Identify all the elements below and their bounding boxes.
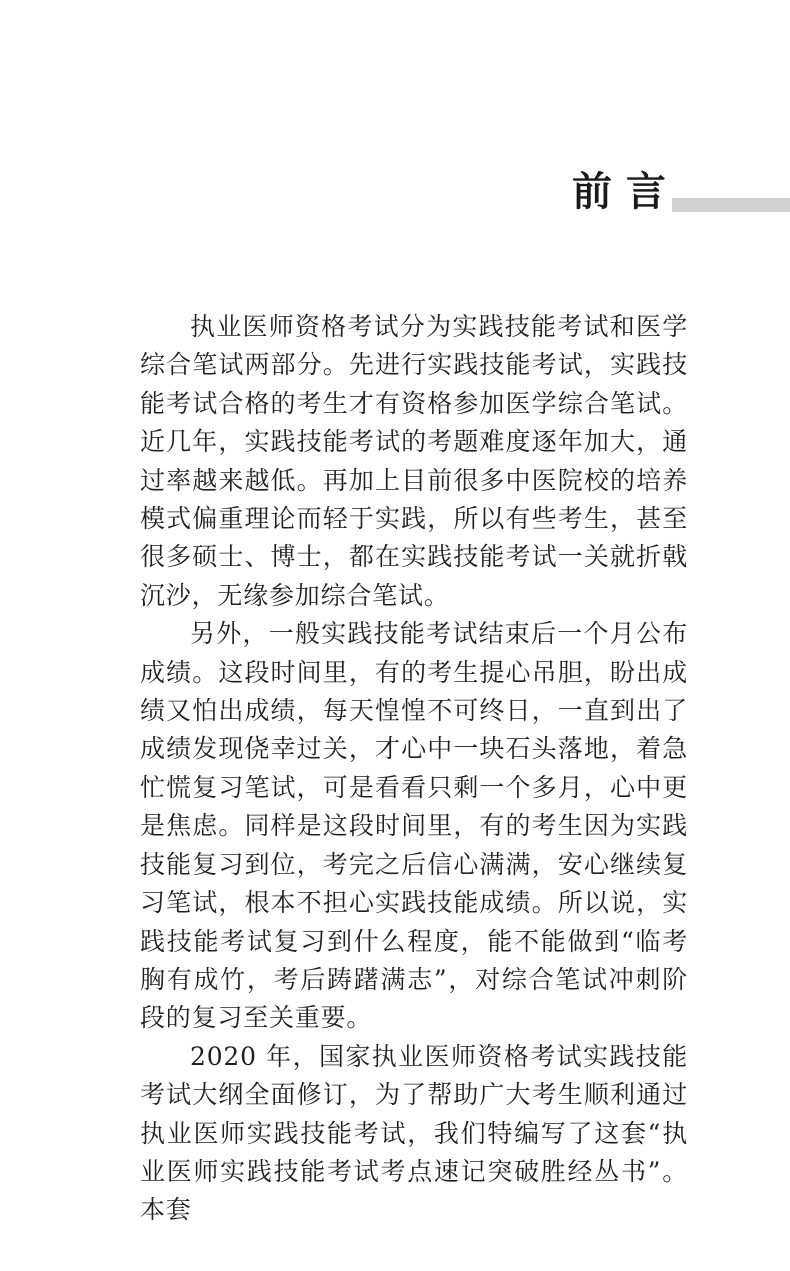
paragraph-3: 2020 年，国家执业医师资格考试实践技能考试大纲全面修订，为了帮助广大考生顺利通过执业医师实践技能考试，我们特编写了这套“执业医师实践技能考试考点速记突破胜经丛书”。本套 [140,1041,688,1225]
paragraph-1: 执业医师资格考试分为实践技能考试和医学综合笔试两部分。先进行实践技能考试，实践技能考试合格的考生才有资格参加医学综合笔试。近几年，实践技能考试的考题难度逐年加大，通过率越来越低。再加上目前很多中医院校的培养模式偏重理论而轻于实践，所以有些考生，甚至很多硕士、博士，都在实践技能考试一关就折戟沉沙，无缘参加综合笔试。 [140,312,688,610]
preface-body [140,308,688,1230]
paragraph-2: 另外，一般实践技能考试结束后一个月公布成绩。这段时间里，有的考生提心吊胆，盼出成绩又怕出成绩，每天惶惶不可终日，一直到出了成绩发现侥幸过关，才心中一块石头落地，着急忙慌复习笔试，可是看看只剩一个多月，心中更是焦虑。同样是这段时间里，有的考生因为实践技能复习到位，考完之后信心满满，安心继续复习笔试，根本不担心实践技能成绩。所以说，实践技能考试复习到什么程度，能不能做到“临考胸有成竹，考后踌躇满志”，对综合笔试冲刺阶段的复习至关重要。 [140,619,688,1033]
title-decoration-bar [672,198,790,212]
page-title: 前 言 [572,169,666,215]
